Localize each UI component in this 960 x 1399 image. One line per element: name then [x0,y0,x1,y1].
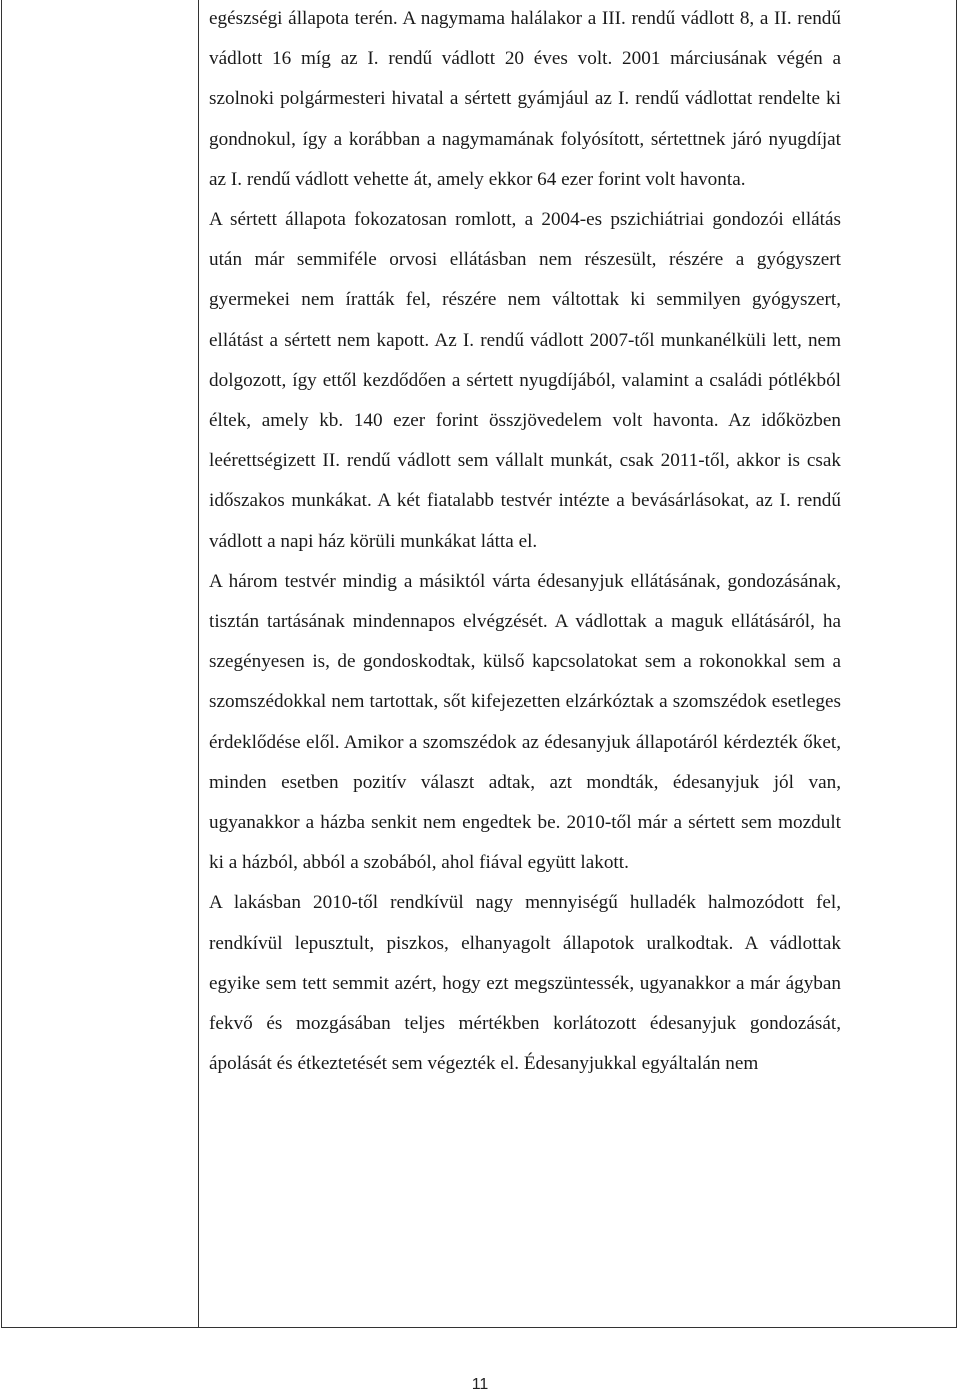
left-column-cell [2,0,199,1327]
body-text [209,0,841,1084]
paragraph-4: A lakásban 2010-től rendkívül nagy mennyiségű hulladék halmozódott fel, rendkívül lepusztult, piszkos, elhanyagolt állapotok uralkodtak. A vádlottak egyike sem tett semmit azért, hogy ezt megszüntessék, ugyanakkor a már ágyban fekvő és mozgásában teljes mértékben korlátozott édesanyjuk gondozását, ápolását és étkeztetését sem végezték el. Édesanyjukkal egyáltalán nem [209,892,841,1075]
paragraph-3: A három testvér mindig a másiktól várta édesanyjuk ellátásának, gondozásának, tisztán tartásának mindennapos elvégzését. A vádlottak a maguk ellátásáról, ha szegényesen is, de gondoskodtak, külső kapcsolatokat sem a rokonokkal sem a szomszédokkal nem tartottak, sőt kifejezetten elzárkóztak a szomszédok esetleges érdeklődése elől. Amikor a szomszédok az édesanyjuk állapotáról kérdezték őket, minden esetben pozitív választ adtak, azt mondták, édesanyjuk jól van, ugyanakkor a házba senkit nem engedtek be. 2010-től már a sértett sem mozdult ki a házból, abból a szobából, ahol fiával együtt lakott. [209,570,841,874]
paragraph-2: A sértett állapota fokozatosan romlott, a 2004-es pszichiátriai gondozói ellátás után már semmiféle orvosi ellátásban nem részesült, részére a gyógyszert gyermekei nem íratták fel, részére nem váltottak ki semmilyen gyógyszert, ellátást a sértett nem kapott. Az I. rendű vádlott 2007-től munkanélküli lett, nem dolgozott, így ettől kezdődően a sértett nyugdíjából, valamint a családi pótlékból éltek, amely kb. 140 ezer forint összjövedelem volt havonta. Az időközben leérettségizett II. rendű vádlott sem vállalt munkát, csak 2011-től, akkor is csak időszakos munkákat. A két fiatalabb testvér intézte a bevásárlásokat, az I. rendű vádlott a napi ház körüli munkákat látta el. [209,209,841,552]
page-number: 11 [471,1376,489,1393]
paragraph-1: egészségi állapota terén. A nagymama halálakor a III. rendű vádlott 8, a II. rendű vádlott 16 míg az I. rendű vádlott 20 éves volt. 2001 márciusának végén a szolnoki polgármesteri hivatal a sértett gyámjául az I. rendű vádlottat rendelte ki gondnokul, így a korábban a nagymamának folyósított, sértettnek járó nyugdíjat az I. rendű vádlott vehette át, amely ekkor 64 ezer forint volt havonta. [209,8,841,190]
